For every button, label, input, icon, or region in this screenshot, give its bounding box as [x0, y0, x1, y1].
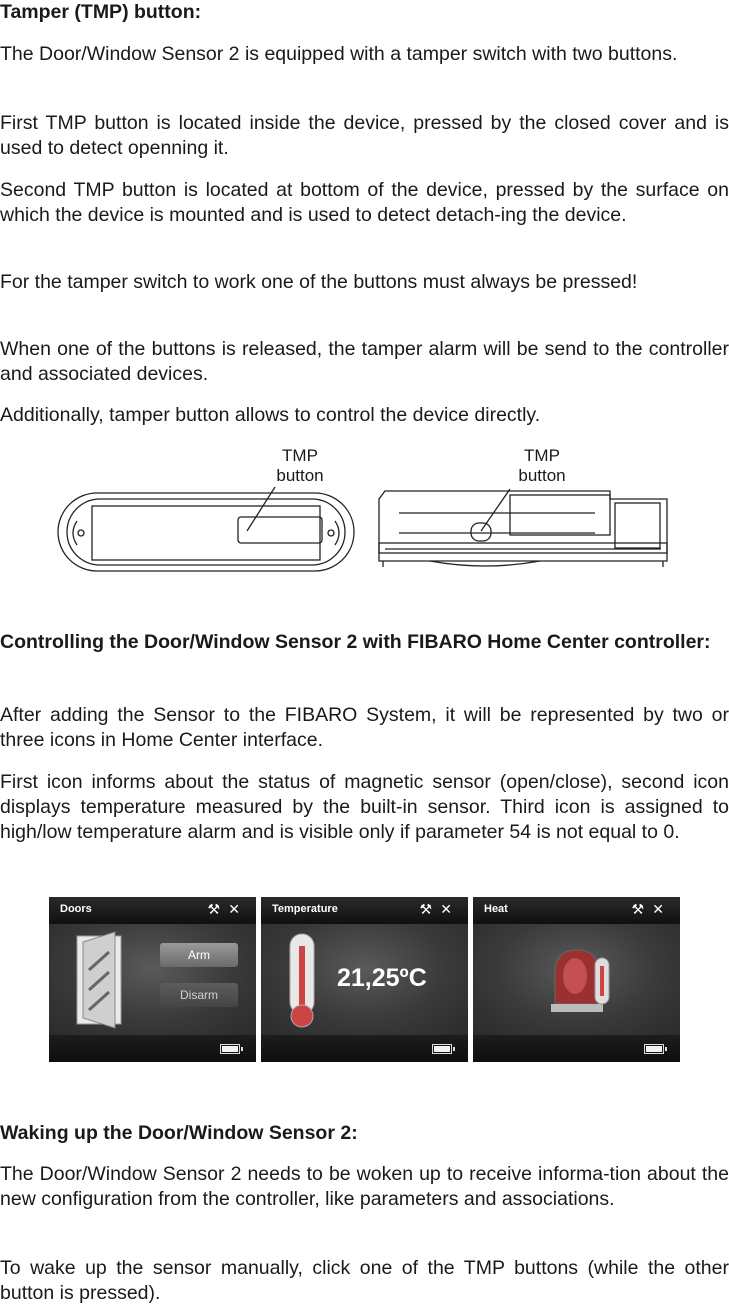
- tamper-paragraph-5: When one of the buttons is released, the tamper alarm will be send to the controller and associated devices.: [0, 338, 729, 385]
- controlling-heading: Controlling the Door/Window Sensor 2 with FIBARO Home Center controller:: [0, 631, 711, 653]
- wrench-icon[interactable]: ⚒: [207, 901, 220, 917]
- heat-panel-body: [473, 924, 680, 1035]
- heat-panel-title: Heat: [484, 903, 508, 915]
- doors-panel-title: Doors: [60, 903, 92, 915]
- tamper-paragraph-1: The Door/Window Sensor 2 is equipped with a tamper switch with two buttons.: [0, 43, 678, 65]
- thermometer-icon: [285, 932, 319, 1032]
- heat-alarm-icon: [547, 944, 617, 1014]
- tamper-paragraph-6: Additionally, tamper button allows to control the device directly.: [0, 404, 541, 426]
- battery-icon: [432, 1044, 452, 1054]
- waking-paragraph-2: To wake up the sensor manually, click one of the TMP buttons (while the other button is pressed).: [0, 1257, 729, 1304]
- close-icon[interactable]: ✕: [440, 901, 452, 917]
- door-icon: [75, 930, 135, 1030]
- controlling-paragraph-1: After adding the Sensor to the FIBARO System, it will be represented by two or three icons in Home Center interface.: [0, 704, 729, 751]
- battery-icon: [644, 1044, 664, 1054]
- tmp-label-left: TMP button: [276, 446, 324, 485]
- temperature-panel: [261, 897, 468, 1062]
- close-icon[interactable]: ✕: [652, 901, 664, 917]
- tamper-paragraph-2: First TMP button is located inside the device, pressed by the closed cover and is used to detect openning it.: [0, 112, 729, 159]
- heat-panel-footer: [473, 1035, 680, 1062]
- temperature-value: 21,25ºC: [337, 964, 427, 992]
- temperature-panel-header: [261, 897, 468, 924]
- doors-panel-header: [49, 897, 256, 924]
- temperature-panel-body: [261, 924, 468, 1035]
- disarm-button[interactable]: Disarm: [160, 983, 238, 1007]
- tmp-label-right: TMP button: [518, 446, 566, 485]
- heat-panel-header: [473, 897, 680, 924]
- waking-heading: Waking up the Door/Window Sensor 2:: [0, 1122, 358, 1144]
- tamper-paragraph-3: Second TMP button is located at bottom of the device, pressed by the surface on which the device is mounted and is used to detect detach-ing the device.: [0, 179, 729, 226]
- battery-icon: [220, 1044, 240, 1054]
- wrench-icon[interactable]: ⚒: [419, 901, 432, 917]
- close-icon[interactable]: ✕: [228, 901, 240, 917]
- doors-panel-footer: [49, 1035, 256, 1062]
- temperature-panel-title: Temperature: [272, 903, 338, 915]
- arm-button[interactable]: Arm: [160, 943, 238, 967]
- temperature-panel-footer: [261, 1035, 468, 1062]
- wrench-icon[interactable]: ⚒: [631, 901, 644, 917]
- controlling-paragraph-2: First icon informs about the status of magnetic sensor (open/close), second icon displays temperature measured by the built-in sensor. Third icon is assigned to high/low temperature alarm and is visible only if parameter 54 is not equal to 0.: [0, 771, 729, 843]
- waking-paragraph-1: The Door/Window Sensor 2 needs to be woken up to receive informa-tion about the new configuration from the controller, like parameters and associations.: [0, 1163, 729, 1210]
- heat-panel: [473, 897, 680, 1062]
- tamper-heading: Tamper (TMP) button:: [0, 1, 202, 23]
- tamper-paragraph-4: For the tamper switch to work one of the buttons must always be pressed!: [0, 271, 638, 293]
- device-diagram: [55, 443, 675, 573]
- doors-panel: [49, 897, 256, 1062]
- doors-panel-body: [49, 924, 256, 1035]
- device-drawing: [55, 443, 675, 573]
